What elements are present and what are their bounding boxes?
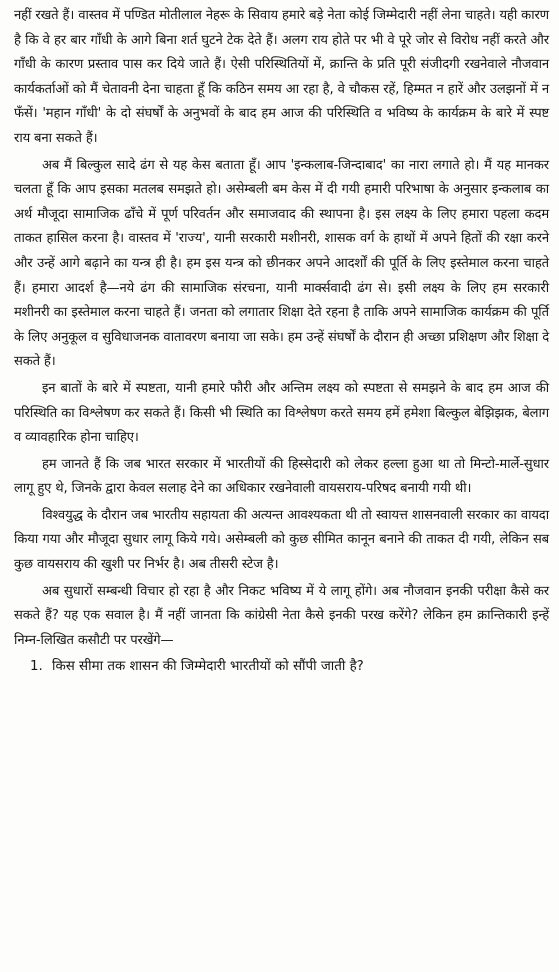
paragraph-6: अब सुधारों सम्बन्धी विचार हो रहा है और निकट भविष्य में ये लागू होंगे। अब नौजवान इनकी परीक्षा कैसे कर सकते हैं? यह एक सवाल है। मैं नहीं जानता कि कांग्रेसी नेता कैसे इनकी परख करेंगे? लेकिन हम क्रान्तिकारी इन्हें निम्न-लिखित कसौटी पर परखेंगे— (14, 583, 549, 648)
paragraph-3: इन बातों के बारे में स्पष्टता, यानी हमारे फौरी और अन्तिम लक्ष्य को स्पष्टता से समझने के बाद हम आज की परिस्थिति का विश्लेषण कर सकते हैं। किसी भी स्थिति का विश्लेषण करते समय हमें हमेशा बिल्कुल बेझिझक, बेलाग व व्यावहारिक होना चाहिए। (14, 380, 549, 446)
paragraph-2: अब मैं बिल्कुल सादे ढंग से यह केस बताता हूँ। आप 'इन्कलाब-जिन्दाबाद' का नारा लगाते हो। मैं यह मानकर चलता हूँ कि आप इसका मतलब समझते हो। असेम्बली बम केस में दी गयी हमारी परिभाषा के अनुसार इन्कलाब का अर्थ मौजूदा सामाजिक ढाँचे में पूर्ण परिवर्तन और समाजवाद की स्थापना है। इस लक्ष्य के लिए हमारा पहला कदम ताकत हासिल करना है। वास्तव में 'राज्य', यानी सरकारी मशीनरी, शासक वर्ग के हाथों में अपने हितों की रक्षा करने और उन्हें आगे बढ़ाने का यन्त्र ही है। हम इस यन्त्र को छीनकर अपने आदर्शों की पूर्ति के लिए इस्तेमाल करना चाहते हैं। हमारा आदर्श है—नये ढंग की सामाजिक संरचना, यानी मार्क्सवादी ढंग से। इसी लक्ष्य के लिए हम सरकारी मशीनरी का इस्तेमाल करना चाहते हैं। जनता को लगातार शिक्षा देते रहना है ताकि अपने सामाजिक कार्यक्रम की पूर्ति के लिए अनुकूल व सुविधाजनक वातावरण बनाया जा सके। हम उन्हें संघर्षों के दौरान ही अच्छा प्रशिक्षण और शिक्षा दे सकते हैं। (14, 157, 549, 370)
paragraph-1: नहीं रखते हैं। वास्तव में पण्डित मोतीलाल नेहरू के सिवाय हमारे बड़े नेता कोई जिम्मेदारी नहीं लेना चाहते। यही कारण है कि वे हर बार गाँधी के आगे बिना शर्त घुटने टेक देते हैं। अलग राय होते पर भी वे पूरे जोर से विरोध नहीं करते और गाँधी के कारण प्रस्ताव पास कर दिये जाते हैं। ऐसी परिस्थितियों में, क्रान्ति के प्रति पूरी संजीदगी रखनेवाले नौजवान कार्यकर्ताओं को मैं चेतावनी देना चाहता हूँ कि कठिन समय आ रहा है, वे चौकस रहें, हिम्मत न हारें और उलझनों में न फँसें। 'महान गाँधी' के दो संघर्षों के अनुभवों के बाद हम आज की परिस्थिति व भविष्य के कार्यक्रम के बारे में स्पष्ट राय बना सकते हैं। (14, 8, 549, 146)
paragraph-5: विश्वयुद्ध के दौरान जब भारतीय सहायता की अत्यन्त आवश्यकता थी तो स्वायत्त शासनवाली सरकार का वायदा किया गया और मौजूदा सुधार लागू किये गये। असेम्बली को कुछ सीमित कानून बनाने की ताकत दी गयी, लेकिन सब कुछ वायसराय की खुशी पर निर्भर है। अब तीसरी स्टेज है। (14, 507, 549, 573)
paragraph-4: हम जानते हैं कि जब भारत सरकार में भारतीयों की हिस्सेदारी को लेकर हल्ला हुआ था तो मिन्टो-मार्ले-सुधार लागू हुए थे, जिनके द्वारा केवल सलाह देने का अधिकार रखनेवाली वायसराय-परिषद बनायी गयी थी। (14, 456, 549, 497)
list-item-text: किस सीमा तक शासन की जिम्मेदारी भारतीयों को सौंपी जाती है? (52, 659, 364, 675)
list-item-number: 1. (30, 659, 43, 675)
list-item (30, 655, 549, 680)
